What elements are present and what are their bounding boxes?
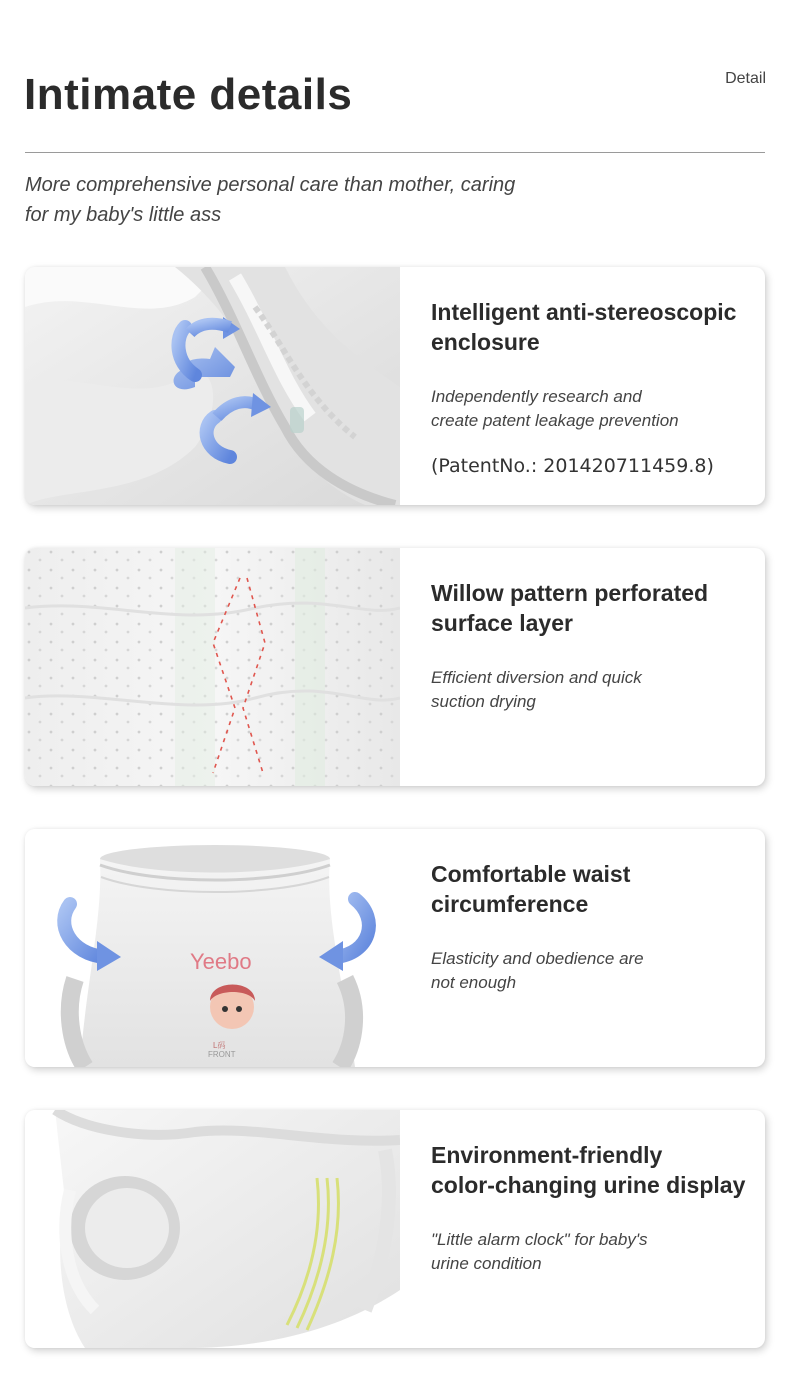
subtitle-line-1: More comprehensive personal care than mother, caring xyxy=(25,174,516,196)
card-description xyxy=(431,666,731,714)
card-description-line: "Little alarm clock" for baby's xyxy=(431,1230,648,1249)
card-description-line: urine condition xyxy=(431,1254,542,1273)
feature-card-urine-display xyxy=(25,1110,765,1348)
card-title-line: Environment-friendly xyxy=(431,1142,663,1168)
card-title xyxy=(431,1140,765,1200)
card-title xyxy=(431,297,761,357)
enclosure-text xyxy=(431,297,761,477)
detail-tag: Detail xyxy=(725,70,766,87)
card-description-line: Efficient diversion and quick xyxy=(431,668,642,687)
card-title xyxy=(431,578,761,638)
card-description-line: create patent leakage prevention xyxy=(431,411,679,430)
page-subtitle xyxy=(25,170,625,230)
feature-card-surface-layer xyxy=(25,548,765,786)
card-description xyxy=(431,385,731,433)
card-title xyxy=(431,859,761,919)
feature-card-waist xyxy=(25,829,765,1067)
card-title-line: Intelligent anti-stereoscopic xyxy=(431,299,737,325)
enclosure-image xyxy=(25,267,400,505)
product-side-label: FRONT xyxy=(208,1050,236,1059)
card-description-line: suction drying xyxy=(431,692,536,711)
surface-layer-image xyxy=(25,548,400,786)
card-title-line: Comfortable waist xyxy=(431,861,631,887)
product-size-label: L码 xyxy=(213,1041,226,1050)
surface-layer-text xyxy=(431,578,761,714)
card-description xyxy=(431,947,731,995)
card-title-line: enclosure xyxy=(431,329,540,355)
card-title-line: Willow pattern perforated xyxy=(431,580,709,606)
card-description xyxy=(431,1228,731,1276)
card-title-line: circumference xyxy=(431,891,589,917)
waist-text xyxy=(431,859,761,995)
card-description-line: not enough xyxy=(431,973,517,992)
waist-image xyxy=(25,829,400,1067)
header-divider xyxy=(25,152,765,153)
product-logo: Yeebo xyxy=(190,949,252,974)
card-description-line: Independently research and xyxy=(431,387,642,406)
urine-display-image xyxy=(25,1110,400,1348)
subtitle-line-2: for my baby's little ass xyxy=(25,204,222,226)
urine-display-text xyxy=(431,1140,761,1276)
feature-card-enclosure xyxy=(25,267,765,505)
patent-number: (PatentNo.: 201420711459.8) xyxy=(431,455,714,477)
card-description-line: Elasticity and obedience are xyxy=(431,949,644,968)
card-title-line: color-changing urine display xyxy=(431,1172,746,1198)
card-title-line: surface layer xyxy=(431,610,573,636)
page-title: Intimate details xyxy=(24,70,353,119)
